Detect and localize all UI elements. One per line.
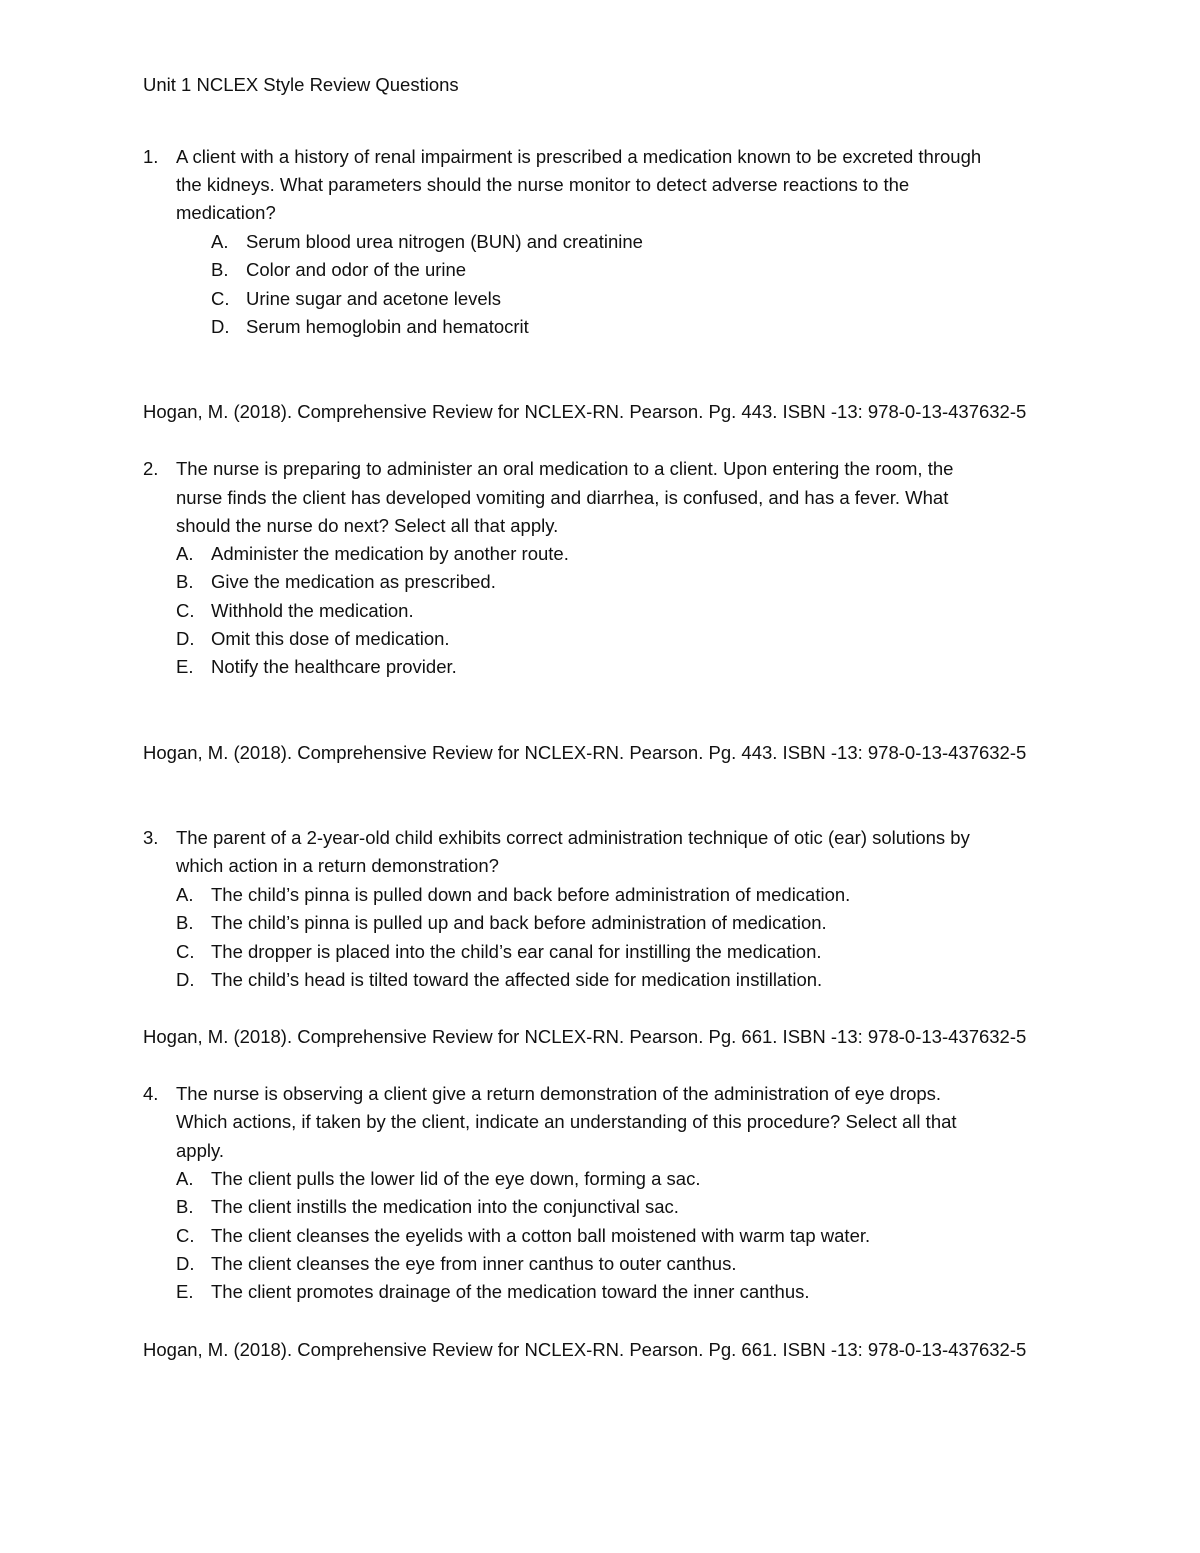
question-1-citation: Hogan, M. (2018). Comprehensive Review for NCLEX-RN. Pearson. Pg. 443. ISBN -13: 978-0-13-437632-5	[143, 401, 1027, 422]
question-4-option-e-label: E.	[176, 1281, 194, 1302]
question-3-option-d-label: D.	[176, 969, 195, 990]
question-2-citation: Hogan, M. (2018). Comprehensive Review for NCLEX-RN. Pearson. Pg. 443. ISBN -13: 978-0-13-437632-5	[143, 742, 1027, 763]
question-4-option-a-text: The client pulls the lower lid of the eye down, forming a sac.	[211, 1168, 701, 1189]
question-2-option-d-text: Omit this dose of medication.	[211, 628, 450, 649]
question-3-citation: Hogan, M. (2018). Comprehensive Review for NCLEX-RN. Pearson. Pg. 661. ISBN -13: 978-0-13-437632-5	[143, 1026, 1027, 1047]
question-1-stem-line-2: the kidneys. What parameters should the nurse monitor to detect adverse reactions to the	[176, 174, 910, 195]
question-4-stem-line-2: Which actions, if taken by the client, indicate an understanding of this procedure? Select all that	[176, 1111, 957, 1132]
question-2-option-a-text: Administer the medication by another route.	[211, 543, 569, 564]
question-1-option-d-label: D.	[211, 316, 230, 337]
question-2-option-c-label: C.	[176, 600, 195, 621]
question-4-option-c-label: C.	[176, 1225, 195, 1246]
question-4-stem-line-3: apply.	[176, 1140, 224, 1161]
question-1-option-b-label: B.	[211, 259, 229, 280]
question-2-option-b-label: B.	[176, 571, 194, 592]
question-1-stem-line-3: medication?	[176, 202, 276, 223]
question-1-number: 1.	[143, 146, 159, 167]
question-2-option-b-text: Give the medication as prescribed.	[211, 571, 496, 592]
question-4-option-b-label: B.	[176, 1196, 194, 1217]
question-2-option-d-label: D.	[176, 628, 195, 649]
question-4-option-a-label: A.	[176, 1168, 194, 1189]
question-2-stem-line-3: should the nurse do next? Select all that apply.	[176, 515, 559, 536]
question-3-stem-line-1: The parent of a 2-year-old child exhibits correct administration technique of otic (ear) solutions by	[176, 827, 970, 848]
question-2-stem-line-2: nurse finds the client has developed vomiting and diarrhea, is confused, and has a fever. What	[176, 487, 949, 508]
question-4-citation: Hogan, M. (2018). Comprehensive Review for NCLEX-RN. Pearson. Pg. 661. ISBN -13: 978-0-13-437632-5	[143, 1339, 1027, 1360]
question-4-option-e-text: The client promotes drainage of the medication toward the inner canthus.	[211, 1281, 810, 1302]
question-1-option-b-text: Color and odor of the urine	[246, 259, 467, 280]
question-3-option-c-label: C.	[176, 941, 195, 962]
question-2-stem-line-1: The nurse is preparing to administer an oral medication to a client. Upon entering the room, the	[176, 458, 954, 479]
question-2-option-c-text: Withhold the medication.	[211, 600, 414, 621]
question-1-option-a-label: A.	[211, 231, 229, 252]
question-3-option-c-text: The dropper is placed into the child’s ear canal for instilling the medication.	[211, 941, 822, 962]
question-2-option-a-label: A.	[176, 543, 194, 564]
question-2-option-e-text: Notify the healthcare provider.	[211, 656, 457, 677]
question-1-option-c-label: C.	[211, 288, 230, 309]
question-3-stem-line-2: which action in a return demonstration?	[176, 855, 499, 876]
question-3-option-b-label: B.	[176, 912, 194, 933]
question-1-option-c-text: Urine sugar and acetone levels	[246, 288, 502, 309]
question-1-option-d-text: Serum hemoglobin and hematocrit	[246, 316, 529, 337]
question-4-option-d-text: The client cleanses the eye from inner canthus to outer canthus.	[211, 1253, 737, 1274]
question-3-option-a-label: A.	[176, 884, 194, 905]
question-3-option-a-text: The child’s pinna is pulled down and back before administration of medication.	[211, 884, 851, 905]
question-1-option-a-text: Serum blood urea nitrogen (BUN) and creatinine	[246, 231, 643, 252]
question-4-option-c-text: The client cleanses the eyelids with a cotton ball moistened with warm tap water.	[211, 1225, 871, 1246]
question-3-option-d-text: The child’s head is tilted toward the affected side for medication instillation.	[211, 969, 823, 990]
document-title: Unit 1 NCLEX Style Review Questions	[143, 74, 459, 95]
question-3-option-b-text: The child’s pinna is pulled up and back before administration of medication.	[211, 912, 827, 933]
question-4-stem-line-1: The nurse is observing a client give a return demonstration of the administration of eye drops.	[176, 1083, 942, 1104]
question-2-option-e-label: E.	[176, 656, 194, 677]
question-2-number: 2.	[143, 458, 159, 479]
question-4-option-d-label: D.	[176, 1253, 195, 1274]
question-1-stem-line-1: A client with a history of renal impairment is prescribed a medication known to be excreted through	[176, 146, 982, 167]
question-3-number: 3.	[143, 827, 159, 848]
question-4-number: 4.	[143, 1083, 159, 1104]
question-4-option-b-text: The client instills the medication into the conjunctival sac.	[211, 1196, 679, 1217]
